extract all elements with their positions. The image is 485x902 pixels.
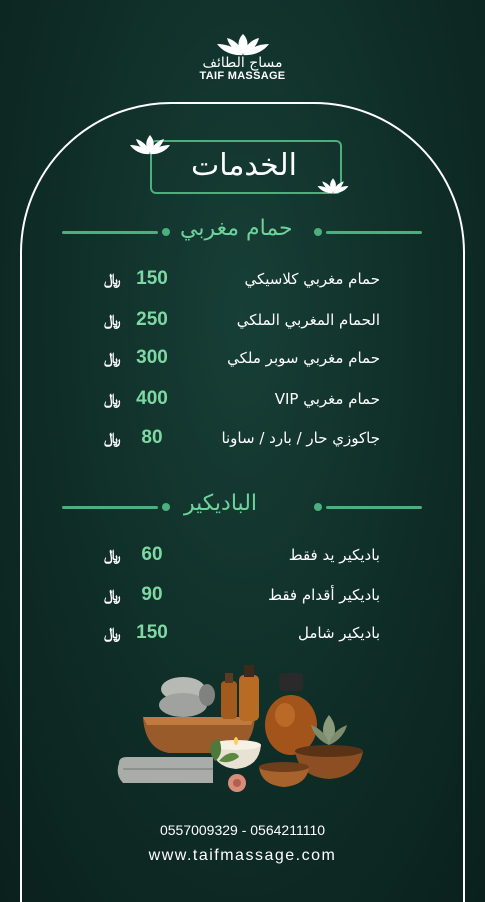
list-item [100, 388, 380, 416]
list-item [100, 622, 380, 650]
brand-name-ar: مساج الطائف [202, 55, 283, 71]
list-item [100, 584, 380, 612]
brand-logo [0, 30, 485, 82]
brand-name-en: TAIF MASSAGE [199, 70, 286, 82]
currency-icon: ﷼ [104, 429, 121, 447]
list-item [100, 544, 380, 572]
currency-icon: ﷼ [104, 270, 121, 288]
service-price: 250 [136, 309, 168, 330]
currency-icon: ﷼ [104, 311, 121, 329]
website-link[interactable]: www.taifmassage.com [148, 847, 337, 864]
service-price: 80 [141, 427, 163, 448]
service-price: 60 [141, 544, 163, 565]
service-name: باديكير أقدام فقط [268, 586, 380, 604]
spa-products-illustration [115, 665, 375, 800]
service-name: حمام مغربي كلاسيكي [244, 270, 380, 288]
list-item [100, 268, 380, 296]
currency-icon: ﷼ [104, 546, 121, 564]
section-title: حمام مغربي [180, 216, 293, 241]
list-item [100, 427, 380, 455]
service-name: حمام مغربي VIP [274, 390, 380, 408]
section-header-pedicure [62, 491, 422, 519]
page-title: الخدمات [190, 148, 298, 183]
service-name: باديكير يد فقط [288, 546, 380, 564]
service-name: الحمام المغربي الملكي [236, 311, 380, 329]
service-price: 150 [136, 268, 168, 289]
section-header-moroccan-bath [62, 216, 422, 244]
service-price: 400 [136, 388, 168, 409]
lotus-icon [213, 30, 273, 58]
service-price: 300 [136, 347, 168, 368]
currency-icon: ﷼ [104, 390, 121, 408]
service-name: جاكوزي حار / بارد / ساونا [221, 429, 380, 447]
currency-icon: ﷼ [104, 349, 121, 367]
currency-icon: ﷼ [104, 586, 121, 604]
currency-icon: ﷼ [104, 624, 121, 642]
list-item [100, 347, 380, 375]
list-item [100, 309, 380, 337]
service-price: 150 [136, 622, 168, 643]
phone-numbers[interactable]: 0557009329 - 0564211110 [159, 822, 326, 838]
service-name: حمام مغربي سوبر ملكي [227, 349, 380, 367]
service-name: باديكير شامل [298, 624, 380, 642]
service-price: 90 [141, 584, 163, 605]
section-title: الباديكير [184, 491, 258, 516]
